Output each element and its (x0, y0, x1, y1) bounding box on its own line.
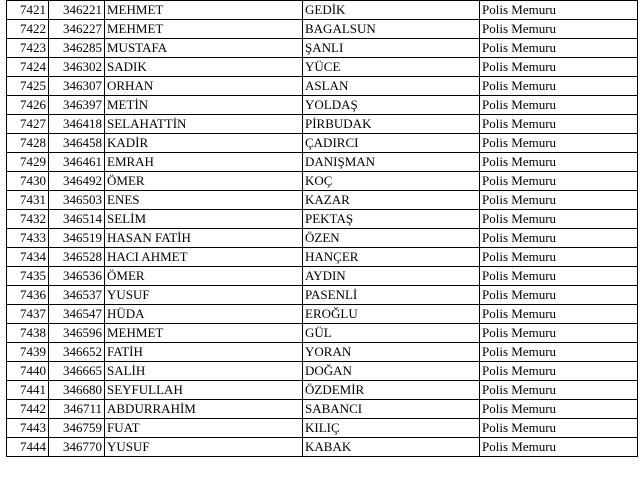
surname-cell: KABAK (303, 438, 480, 457)
row-number-cell: 7441 (7, 381, 49, 400)
first-name-cell: SEYFULLAH (105, 381, 303, 400)
registry-id-cell: 346680 (49, 381, 105, 400)
first-name-cell: SELİM (105, 210, 303, 229)
table-row (7, 20, 638, 39)
job-title-cell: Polis Memuru (480, 419, 638, 438)
first-name-cell: ÖMER (105, 267, 303, 286)
surname-cell: GEDİK (303, 1, 480, 20)
table-row (7, 134, 638, 153)
table-row (7, 172, 638, 191)
registry-id-cell: 346652 (49, 343, 105, 362)
first-name-cell: HACI AHMET (105, 248, 303, 267)
row-number-cell: 7440 (7, 362, 49, 381)
first-name-cell: ÖMER (105, 172, 303, 191)
job-title-cell: Polis Memuru (480, 286, 638, 305)
first-name-cell: ORHAN (105, 77, 303, 96)
job-title-cell: Polis Memuru (480, 58, 638, 77)
job-title-cell: Polis Memuru (480, 96, 638, 115)
table-row (7, 96, 638, 115)
table-row (7, 324, 638, 343)
surname-cell: PEKTAŞ (303, 210, 480, 229)
surname-cell: YÜCE (303, 58, 480, 77)
job-title-cell: Polis Memuru (480, 438, 638, 457)
row-number-cell: 7434 (7, 248, 49, 267)
first-name-cell: SALİH (105, 362, 303, 381)
surname-cell: ÖZDEMİR (303, 381, 480, 400)
table-row (7, 58, 638, 77)
job-title-cell: Polis Memuru (480, 153, 638, 172)
registry-id-cell: 346227 (49, 20, 105, 39)
job-title-cell: Polis Memuru (480, 77, 638, 96)
first-name-cell: HASAN FATİH (105, 229, 303, 248)
surname-cell: ASLAN (303, 77, 480, 96)
job-title-cell: Polis Memuru (480, 324, 638, 343)
registry-id-cell: 346221 (49, 1, 105, 20)
registry-id-cell: 346759 (49, 419, 105, 438)
first-name-cell: FUAT (105, 419, 303, 438)
table-row (7, 229, 638, 248)
table-row (7, 210, 638, 229)
surname-cell: HANÇER (303, 248, 480, 267)
row-number-cell: 7443 (7, 419, 49, 438)
surname-cell: BAGALSUN (303, 20, 480, 39)
table-row (7, 343, 638, 362)
row-number-cell: 7424 (7, 58, 49, 77)
registry-id-cell: 346418 (49, 115, 105, 134)
row-number-cell: 7426 (7, 96, 49, 115)
row-number-cell: 7437 (7, 305, 49, 324)
job-title-cell: Polis Memuru (480, 267, 638, 286)
row-number-cell: 7425 (7, 77, 49, 96)
row-number-cell: 7427 (7, 115, 49, 134)
row-number-cell: 7428 (7, 134, 49, 153)
first-name-cell: ENES (105, 191, 303, 210)
table-row (7, 381, 638, 400)
job-title-cell: Polis Memuru (480, 172, 638, 191)
row-number-cell: 7435 (7, 267, 49, 286)
registry-id-cell: 346302 (49, 58, 105, 77)
job-title-cell: Polis Memuru (480, 134, 638, 153)
row-number-cell: 7444 (7, 438, 49, 457)
first-name-cell: EMRAH (105, 153, 303, 172)
job-title-cell: Polis Memuru (480, 248, 638, 267)
table-row (7, 248, 638, 267)
registry-id-cell: 346665 (49, 362, 105, 381)
row-number-cell: 7436 (7, 286, 49, 305)
job-title-cell: Polis Memuru (480, 115, 638, 134)
table-row (7, 1, 638, 20)
table-row (7, 400, 638, 419)
first-name-cell: MEHMET (105, 20, 303, 39)
job-title-cell: Polis Memuru (480, 400, 638, 419)
table-row (7, 305, 638, 324)
registry-id-cell: 346770 (49, 438, 105, 457)
first-name-cell: SELAHATTİN (105, 115, 303, 134)
table-row (7, 39, 638, 58)
table-row (7, 362, 638, 381)
first-name-cell: METİN (105, 96, 303, 115)
registry-id-cell: 346528 (49, 248, 105, 267)
surname-cell: ÇADIRCI (303, 134, 480, 153)
surname-cell: AYDIN (303, 267, 480, 286)
job-title-cell: Polis Memuru (480, 39, 638, 58)
surname-cell: ŞANLI (303, 39, 480, 58)
job-title-cell: Polis Memuru (480, 20, 638, 39)
job-title-cell: Polis Memuru (480, 191, 638, 210)
registry-id-cell: 346596 (49, 324, 105, 343)
personnel-table-body (7, 1, 638, 457)
surname-cell: KAZAR (303, 191, 480, 210)
registry-id-cell: 346285 (49, 39, 105, 58)
registry-id-cell: 346492 (49, 172, 105, 191)
surname-cell: SABANCI (303, 400, 480, 419)
table-row (7, 419, 638, 438)
registry-id-cell: 346397 (49, 96, 105, 115)
surname-cell: KILIÇ (303, 419, 480, 438)
job-title-cell: Polis Memuru (480, 305, 638, 324)
job-title-cell: Polis Memuru (480, 1, 638, 20)
registry-id-cell: 346536 (49, 267, 105, 286)
row-number-cell: 7422 (7, 20, 49, 39)
row-number-cell: 7439 (7, 343, 49, 362)
first-name-cell: MEHMET (105, 1, 303, 20)
row-number-cell: 7431 (7, 191, 49, 210)
surname-cell: PASENLİ (303, 286, 480, 305)
table-row (7, 286, 638, 305)
registry-id-cell: 346514 (49, 210, 105, 229)
first-name-cell: HÜDA (105, 305, 303, 324)
surname-cell: YOLDAŞ (303, 96, 480, 115)
row-number-cell: 7432 (7, 210, 49, 229)
job-title-cell: Polis Memuru (480, 210, 638, 229)
row-number-cell: 7430 (7, 172, 49, 191)
first-name-cell: FATİH (105, 343, 303, 362)
surname-cell: DANIŞMAN (303, 153, 480, 172)
surname-cell: YORAN (303, 343, 480, 362)
table-row (7, 267, 638, 286)
job-title-cell: Polis Memuru (480, 343, 638, 362)
surname-cell: DOĞAN (303, 362, 480, 381)
first-name-cell: MUSTAFA (105, 39, 303, 58)
row-number-cell: 7429 (7, 153, 49, 172)
first-name-cell: KADİR (105, 134, 303, 153)
first-name-cell: ABDURRAHİM (105, 400, 303, 419)
job-title-cell: Polis Memuru (480, 381, 638, 400)
first-name-cell: YUSUF (105, 286, 303, 305)
table-row (7, 438, 638, 457)
row-number-cell: 7438 (7, 324, 49, 343)
first-name-cell: YUSUF (105, 438, 303, 457)
first-name-cell: SADIK (105, 58, 303, 77)
row-number-cell: 7442 (7, 400, 49, 419)
registry-id-cell: 346307 (49, 77, 105, 96)
registry-id-cell: 346458 (49, 134, 105, 153)
first-name-cell: MEHMET (105, 324, 303, 343)
registry-id-cell: 346537 (49, 286, 105, 305)
job-title-cell: Polis Memuru (480, 229, 638, 248)
row-number-cell: 7421 (7, 1, 49, 20)
registry-id-cell: 346711 (49, 400, 105, 419)
registry-id-cell: 346461 (49, 153, 105, 172)
surname-cell: KOÇ (303, 172, 480, 191)
row-number-cell: 7423 (7, 39, 49, 58)
table-row (7, 115, 638, 134)
personnel-table (6, 0, 638, 457)
table-row (7, 153, 638, 172)
table-row (7, 77, 638, 96)
surname-cell: GÜL (303, 324, 480, 343)
row-number-cell: 7433 (7, 229, 49, 248)
surname-cell: ÖZEN (303, 229, 480, 248)
surname-cell: EROĞLU (303, 305, 480, 324)
registry-id-cell: 346547 (49, 305, 105, 324)
table-row (7, 191, 638, 210)
registry-id-cell: 346519 (49, 229, 105, 248)
registry-id-cell: 346503 (49, 191, 105, 210)
job-title-cell: Polis Memuru (480, 362, 638, 381)
surname-cell: PİRBUDAK (303, 115, 480, 134)
